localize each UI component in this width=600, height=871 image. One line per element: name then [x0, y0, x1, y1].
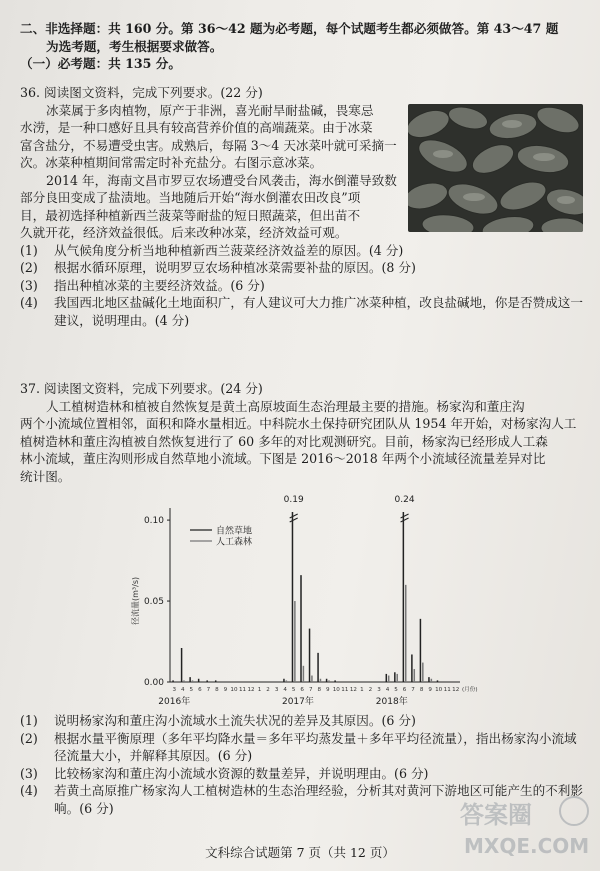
- x-tick-label: 2: [368, 687, 373, 693]
- x-tick-label: 5: [394, 687, 398, 693]
- q36-heading: 36. 阅读图文资料，完成下列要求。(22 分): [20, 85, 263, 100]
- x-tick-label: 7: [411, 687, 415, 693]
- x-tick-label: 9: [428, 687, 432, 693]
- q37-heading: 37. 阅读图文资料，完成下列要求。(24 分): [20, 381, 263, 396]
- q37-3-text: 比较杨家沟和董庄沟小流域水资源的数量差异，并说明理由。(6 分): [54, 765, 429, 781]
- x-tick-label: 1: [360, 687, 364, 693]
- break-mark: [290, 514, 298, 518]
- x-tick-label: 3: [274, 687, 279, 693]
- x-tick-label: 3: [172, 687, 177, 693]
- break-mark: [401, 518, 409, 522]
- q36-paragraph-1: [20, 102, 405, 242]
- q36-4-number: (4): [20, 295, 38, 310]
- x-tick-label: 8: [215, 687, 219, 693]
- q36-4-text: 我国西北地区盐碱化土地面积广，有人建议可大力推广冰菜种植，改良盐碱地，你是否赞成这一建议，说明理由。(4 分): [54, 295, 583, 328]
- x-tick-label: 11: [443, 687, 451, 693]
- section-header: [20, 20, 585, 73]
- x-tick-label: 10: [230, 687, 238, 693]
- q36-para1-line: 水涝，是一种口感好且具有较高营养价值的高端蔬菜。由于冰菜: [20, 120, 373, 135]
- q37-4-text: 若黄土高原推广杨家沟人工植树造林的生态治理经验，分析其对黄河下游地区可能产生的不利影响。(6 分): [54, 783, 583, 816]
- year-label: 2016年: [158, 697, 191, 707]
- legend-label: 人工森林: [216, 537, 253, 548]
- y-tick-label: 0.10: [143, 516, 164, 527]
- q37-2-number: (2): [20, 730, 38, 746]
- x-tick-label: 1: [257, 687, 262, 693]
- q36-para2-line: 久就开花，经济效益很低。后来改种冰菜，经济效益可观。: [20, 225, 348, 240]
- q36-para1-line: 冰菜属于多肉植物，原产于非洲，喜光耐旱耐盐碱，畏寒忌: [46, 102, 374, 118]
- q37-2-text: 根据水量平衡原理（多年平均降水量＝多年平均蒸发量＋多年平均径流量），指出杨家沟小流域径流量大小，并解释其原因。(6 分): [54, 730, 577, 763]
- section-title-line1: 二、非选择题：共 160 分。第 36～42 题为必考题，每个试题考生都必须做答。第 43～47 题: [20, 21, 559, 36]
- legend-label: 自然草地: [216, 526, 253, 537]
- watermark-line1: 答案圈: [460, 801, 532, 829]
- x-unit-label: (月份): [462, 687, 478, 693]
- x-tick-label: 9: [223, 687, 228, 693]
- x-tick-label: 5: [291, 687, 296, 693]
- break-value-label: 0.19: [283, 495, 304, 505]
- q36-3-text: 指出种植冰菜的主要经济效益。(6 分): [54, 277, 265, 293]
- x-tick-label: 4: [181, 687, 185, 693]
- q37-1-number: (1): [20, 713, 38, 728]
- section-subtitle: （一）必考题：共 135 分。: [20, 56, 181, 71]
- question-37: [20, 380, 585, 485]
- ice-plant-photo: [408, 104, 583, 232]
- x-tick-label: 2: [266, 687, 270, 693]
- watermark-line2: MXQE.COM: [464, 834, 590, 858]
- x-tick-label: 8: [317, 687, 322, 693]
- y-tick-label: 0.05: [143, 597, 164, 608]
- q36-para2-line: 2014 年，海南文昌市罗豆农场遭受台风袭击，海水倒灌导致数: [46, 172, 397, 188]
- x-tick-label: 6: [300, 687, 304, 693]
- x-tick-label: 12: [247, 687, 255, 693]
- q37-para-line: 林小流域，董庄沟则形成自然草地小流域。下图是 2016～2018 年两个小流域径流量差异对比: [20, 451, 546, 466]
- break-value-label: 0.24: [394, 495, 415, 505]
- x-tick-label: 7: [206, 687, 211, 693]
- q36-para1-line: 次。冰菜种植期间常需定时补充盐分。右图示意冰菜。: [20, 155, 323, 170]
- x-tick-label: 4: [283, 687, 287, 693]
- x-tick-label: 10: [332, 687, 340, 693]
- x-tick-label: 9: [326, 687, 330, 693]
- x-tick-label: 5: [189, 687, 194, 693]
- x-tick-label: 11: [238, 687, 247, 693]
- year-label: 2017年: [281, 697, 314, 707]
- q37-para-line: 植树造林和董庄沟植被自然恢复进行了 60 多年的对比观测研究。目前，杨家沟已经形成人工森: [20, 433, 548, 449]
- q36-para1-line: 富含盐分，不易遭受虫害。成熟后，每隔 3～4 天冰菜叶就可采摘一: [20, 137, 397, 153]
- x-tick-label: 4: [385, 687, 390, 693]
- q37-3-number: (3): [20, 765, 38, 781]
- q37-para-line: 统计图。: [20, 468, 71, 484]
- q37-para-line: 两个小流域位置相邻，面积和降水量相近。中科院水土保持研究团队从 1954 年开始，对杨家沟人工: [20, 416, 577, 431]
- x-tick-label: 8: [419, 687, 424, 693]
- q36-para2-line: 部分良田变成了盐渍地。当地随后开始“海水倒灌农田改良”项: [20, 190, 361, 205]
- page-footer: 文科综合试题第 7 页（共 12 页）: [205, 845, 395, 860]
- x-tick-label: 6: [198, 687, 202, 693]
- q36-questions: [20, 242, 585, 330]
- y-axis-label: 径流量(m³/s): [131, 576, 140, 625]
- q37-1-text: 说明杨家沟和董庄沟小流域水土流失状况的差异及其原因。(6 分): [54, 713, 416, 728]
- break-mark: [401, 514, 409, 518]
- break-mark: [290, 518, 298, 522]
- x-tick-label: 11: [341, 687, 349, 693]
- q36-2-text: 根据水循环原理，说明罗豆农场种植冰菜需要补盐的原因。(8 分): [54, 260, 416, 275]
- x-tick-label: 12: [452, 687, 460, 693]
- q36-1-text: 从气候角度分析当地种植新西兰菠菜经济效益差的原因。(4 分): [54, 242, 404, 258]
- q37-para-line: 人工植树造林和植被自然恢复是黄土高原坡面生态治理最主要的措施。杨家沟和董庄沟: [46, 398, 525, 414]
- x-tick-label: 12: [349, 687, 357, 693]
- q36-3-number: (3): [20, 277, 38, 293]
- watermark-logo: [452, 789, 592, 863]
- x-tick-label: 7: [308, 687, 313, 693]
- year-label: 2018年: [375, 697, 408, 707]
- q36-para2-line: 目，最初选择种植新西兰菠菜等耐盐的短日照蔬菜，但出苗不: [20, 207, 361, 223]
- x-tick-label: 3: [377, 687, 381, 693]
- x-tick-label: 10: [435, 687, 443, 693]
- y-tick-label: 0.00: [143, 678, 164, 688]
- q36-1-number: (1): [20, 242, 38, 258]
- runoff-chart: [118, 484, 478, 712]
- x-tick-label: 6: [402, 687, 407, 693]
- q36-2-number: (2): [20, 260, 38, 275]
- q37-4-number: (4): [20, 783, 38, 798]
- section-title-line2: 为选考题，考生根据要求做答。: [46, 38, 223, 54]
